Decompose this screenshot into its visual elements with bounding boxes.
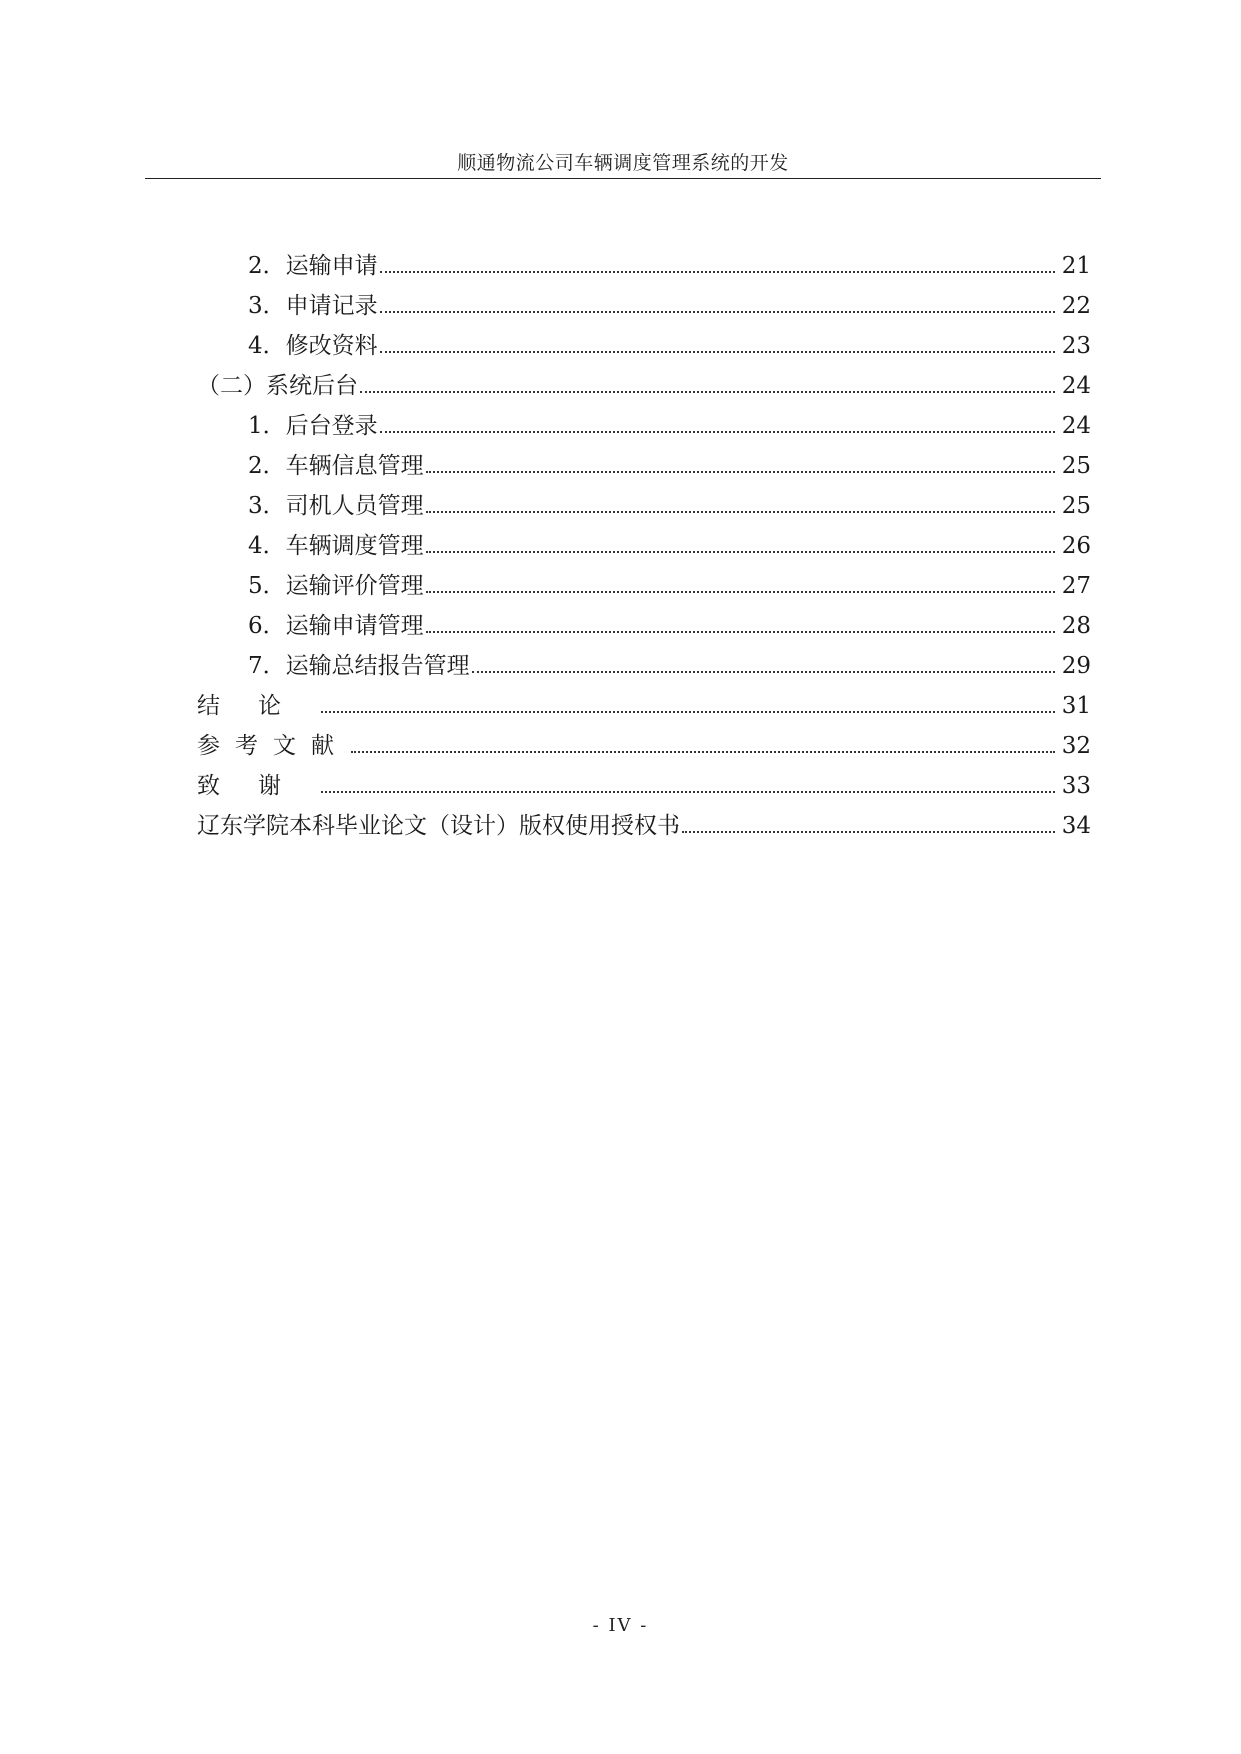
toc-entry-page: 31: [1061, 693, 1091, 719]
page-number: - IV -: [592, 1615, 649, 1636]
toc-entry-number: 2．: [248, 453, 286, 479]
toc-entry-page: 28: [1061, 613, 1091, 639]
toc-dot-leader: [321, 710, 1055, 713]
toc-entry-page: 29: [1061, 653, 1091, 679]
toc-entry-title: 致谢: [197, 773, 319, 799]
toc-entry-number: 3．: [248, 293, 286, 319]
toc-entry-page: 23: [1061, 333, 1091, 359]
toc-entry-page: 26: [1061, 533, 1091, 559]
toc-dot-leader: [426, 510, 1055, 513]
toc-dot-leader: [426, 630, 1055, 633]
toc-entry-page: 25: [1061, 493, 1091, 519]
toc-entry[interactable]: [0, 238, 1241, 278]
toc-dot-leader: [380, 430, 1055, 433]
toc-entry[interactable]: [0, 358, 1241, 398]
toc-entry-title: （二）系统后台: [197, 373, 358, 399]
toc-dot-leader: [351, 750, 1055, 753]
toc-entry-number: 5．: [248, 573, 286, 599]
toc-dot-leader: [321, 790, 1055, 793]
toc-dot-leader: [426, 590, 1055, 593]
toc-entry-number: 1．: [248, 413, 286, 439]
toc-entry[interactable]: [0, 478, 1241, 518]
toc-dot-leader: [426, 470, 1055, 473]
toc-dot-leader: [426, 550, 1055, 553]
toc-entry-title: 后台登录: [285, 413, 378, 439]
toc-entry-title: 申请记录: [285, 293, 378, 319]
toc-dot-leader: [472, 670, 1055, 673]
toc-entry-title: 运输申请管理: [285, 613, 424, 639]
toc-entry[interactable]: [0, 798, 1241, 838]
toc-entry[interactable]: [0, 638, 1241, 678]
toc-entry-page: 21: [1061, 253, 1091, 279]
toc-entry-number: 7．: [248, 653, 286, 679]
toc-entry-page: 33: [1061, 773, 1091, 799]
toc-entry-title: 运输总结报告管理: [285, 653, 470, 679]
toc-entry[interactable]: [0, 318, 1241, 358]
toc-entry-page: 24: [1061, 373, 1091, 399]
toc-entry-title: 修改资料: [285, 333, 378, 359]
toc-entry-title: 参考文献: [197, 733, 349, 759]
toc-entry[interactable]: [0, 278, 1241, 318]
toc-entry[interactable]: [0, 398, 1241, 438]
toc-entry-page: 34: [1061, 813, 1091, 839]
toc-entry[interactable]: [0, 438, 1241, 478]
toc-entry-title: 运输评价管理: [285, 573, 424, 599]
toc-dot-leader: [360, 390, 1055, 393]
toc-dot-leader: [380, 310, 1055, 313]
toc-entry-number: 3．: [248, 493, 286, 519]
toc-entry-title: 辽东学院本科毕业论文（设计）版权使用授权书: [197, 813, 680, 839]
header-rule: [145, 178, 1101, 179]
toc-entry-page: 32: [1061, 733, 1091, 759]
toc-entry-title: 运输申请: [285, 253, 378, 279]
toc-entry-title: 车辆调度管理: [285, 533, 424, 559]
toc-entry[interactable]: [0, 558, 1241, 598]
toc-entry-page: 27: [1061, 573, 1091, 599]
toc-entry-number: 2．: [248, 253, 286, 279]
toc-entry-title: 车辆信息管理: [285, 453, 424, 479]
toc-entry-page: 25: [1061, 453, 1091, 479]
toc-entry[interactable]: [0, 678, 1241, 718]
toc-entry-page: 24: [1061, 413, 1091, 439]
toc-entry[interactable]: [0, 758, 1241, 798]
toc-entry-number: 6．: [248, 613, 286, 639]
toc-entry-number: 4．: [248, 533, 286, 559]
toc-dot-leader: [682, 830, 1055, 833]
toc-entry[interactable]: [0, 598, 1241, 638]
toc-entry-number: 4．: [248, 333, 286, 359]
toc-entry-title: 结论: [197, 693, 319, 719]
toc-dot-leader: [380, 350, 1055, 353]
toc-entry-title: 司机人员管理: [285, 493, 424, 519]
toc-entry-page: 22: [1061, 293, 1091, 319]
toc-entry[interactable]: [0, 518, 1241, 558]
toc-dot-leader: [380, 270, 1055, 273]
toc-entry[interactable]: [0, 718, 1241, 758]
page-header-title: 顺通物流公司车辆调度管理系统的开发: [457, 152, 789, 174]
